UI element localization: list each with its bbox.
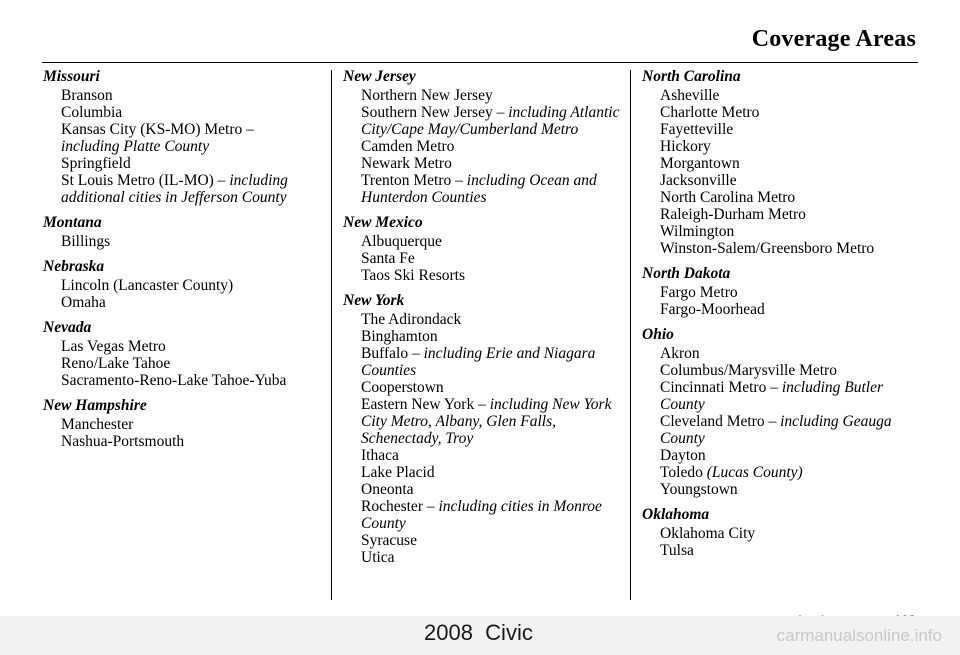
area-name: Fargo-Moorhead (660, 301, 765, 318)
coverage-entry (43, 277, 325, 294)
area-qualifier: including Atlantic City/Cape May/Cumberland Metro (361, 104, 620, 138)
coverage-entry (43, 294, 325, 311)
coverage-column-1 (43, 68, 325, 450)
coverage-entry (642, 223, 927, 240)
area-name: Utica (361, 549, 395, 566)
coverage-entry (642, 172, 927, 189)
area-name: Branson (61, 87, 113, 104)
area-name: Syracuse (361, 532, 417, 549)
state-heading: North Carolina (642, 68, 741, 85)
state-heading: New Hampshire (43, 397, 147, 414)
coverage-entry (642, 189, 927, 206)
area-name: Fayetteville (660, 121, 734, 138)
coverage-entry (343, 464, 625, 481)
coverage-entry (43, 338, 325, 355)
coverage-entry (642, 284, 927, 301)
area-name: Las Vegas Metro (61, 338, 166, 355)
area-name: Asheville (660, 87, 720, 104)
area-name: Rochester – (361, 498, 435, 515)
area-name: Camden Metro (361, 138, 455, 155)
area-name: Trenton Metro – (361, 172, 463, 189)
page-title: Coverage Areas (751, 26, 916, 52)
area-name: Hickory (660, 138, 711, 155)
state-group (642, 68, 927, 257)
state-heading: Oklahoma (642, 506, 710, 523)
state-heading: Missouri (43, 68, 100, 85)
coverage-entry (642, 104, 927, 121)
area-name: Toledo (660, 464, 703, 481)
coverage-entry (43, 155, 325, 172)
area-name: Columbus/Marysville Metro (660, 362, 837, 379)
area-name: Southern New Jersey – (361, 104, 505, 121)
area-name: Cooperstown (361, 379, 444, 396)
state-group (43, 258, 325, 311)
state-group (642, 326, 927, 498)
area-qualifier: including additional cities in Jefferson County (61, 172, 288, 206)
watermark-model: 2008 Civic (424, 620, 533, 645)
coverage-entry (642, 138, 927, 155)
coverage-entry (343, 396, 625, 447)
area-name: Raleigh-Durham Metro (660, 206, 806, 223)
coverage-column-3 (642, 68, 927, 559)
column-divider (630, 70, 631, 600)
state-heading: New Mexico (343, 214, 423, 231)
area-name: Lincoln (Lancaster County) (61, 277, 234, 294)
area-name: Fargo Metro (660, 284, 738, 301)
coverage-entry (642, 464, 927, 481)
coverage-entry (343, 447, 625, 464)
coverage-entry (642, 301, 927, 318)
coverage-entry (43, 172, 325, 206)
coverage-entry (343, 172, 625, 206)
area-qualifier: including New York City Metro, Albany, Glen Falls, Schenectady, Troy (361, 396, 612, 447)
coverage-entry (43, 416, 325, 433)
area-qualifier: including Geauga County (660, 413, 892, 447)
area-name: Santa Fe (361, 250, 415, 267)
state-group (43, 319, 325, 389)
area-name: Springfield (61, 155, 131, 172)
coverage-entry (343, 138, 625, 155)
area-name: Eastern New York – (361, 396, 486, 413)
column-divider (331, 70, 332, 600)
area-name: Ithaca (361, 447, 399, 464)
coverage-entry (343, 498, 625, 532)
area-qualifier: including Ocean and Hunterdon Counties (361, 172, 597, 206)
coverage-entry (343, 379, 625, 396)
coverage-entry (43, 233, 325, 250)
coverage-entry (343, 267, 625, 284)
area-name: The Adirondack (361, 311, 462, 328)
coverage-entry (642, 447, 927, 464)
area-name: Jacksonville (660, 172, 737, 189)
coverage-entry (642, 345, 927, 362)
header-rule (42, 62, 918, 63)
state-heading: New York (343, 292, 405, 309)
state-group (43, 68, 325, 206)
coverage-entry (43, 355, 325, 372)
coverage-entry (642, 481, 927, 498)
coverage-entry (343, 345, 625, 379)
area-qualifier: including Erie and Niagara Counties (361, 345, 596, 379)
coverage-column-2 (343, 68, 625, 566)
coverage-entry (642, 87, 927, 104)
area-name: Wilmington (660, 223, 735, 240)
state-heading: Ohio (642, 326, 674, 343)
area-name: Newark Metro (361, 155, 452, 172)
coverage-entry (343, 155, 625, 172)
area-name: Youngstown (660, 481, 738, 498)
area-name: Oneonta (361, 481, 414, 498)
area-name: Sacramento-Reno-Lake Tahoe-Yuba (61, 372, 287, 389)
coverage-entry (43, 372, 325, 389)
area-name: St Louis Metro (IL-MO) – (61, 172, 226, 189)
coverage-entry (343, 87, 625, 104)
area-name: Morgantown (660, 155, 740, 172)
coverage-entry (343, 532, 625, 549)
coverage-entry (343, 328, 625, 345)
area-qualifier: including Butler County (660, 379, 883, 413)
area-name: Cincinnati Metro – (660, 379, 778, 396)
area-name: Binghamton (361, 328, 438, 345)
state-group (343, 68, 625, 206)
area-name: Oklahoma City (660, 525, 756, 542)
state-heading: Nevada (43, 319, 92, 336)
area-name: Buffalo – (361, 345, 420, 362)
state-group (43, 214, 325, 250)
area-name: Taos Ski Resorts (361, 267, 465, 284)
area-name: Billings (61, 233, 111, 250)
watermark-site: carmanualsonline.info (776, 626, 942, 645)
state-group (642, 506, 927, 559)
area-name: Northern New Jersey (361, 87, 493, 104)
state-group (642, 265, 927, 318)
coverage-entry (43, 121, 325, 155)
coverage-entry (642, 155, 927, 172)
state-group (43, 397, 325, 450)
area-name: Tulsa (660, 542, 694, 559)
area-name: Omaha (61, 294, 106, 311)
coverage-entry (642, 379, 927, 413)
area-qualifier: including Platte County (61, 138, 210, 155)
area-qualifier: (Lucas County) (706, 464, 803, 481)
coverage-entry (343, 549, 625, 566)
state-heading: Nebraska (43, 258, 105, 275)
area-name: Akron (660, 345, 700, 362)
area-name: Winston-Salem/Greensboro Metro (660, 240, 875, 257)
state-group (343, 292, 625, 566)
state-group (343, 214, 625, 284)
coverage-entry (642, 525, 927, 542)
coverage-entry (343, 104, 625, 138)
coverage-entry (343, 250, 625, 267)
coverage-entry (343, 481, 625, 498)
coverage-entry (642, 121, 927, 138)
area-name: Lake Placid (361, 464, 435, 481)
area-name: Nashua-Portsmouth (61, 433, 185, 450)
coverage-entry (343, 311, 625, 328)
coverage-entry (642, 542, 927, 559)
coverage-entry (642, 240, 927, 257)
area-name: North Carolina Metro (660, 189, 796, 206)
coverage-entry (43, 87, 325, 104)
area-name: Reno/Lake Tahoe (61, 355, 171, 372)
area-name: Albuquerque (361, 233, 442, 250)
state-heading: North Dakota (642, 265, 731, 282)
area-name: Manchester (61, 416, 134, 433)
area-name: Charlotte Metro (660, 104, 760, 121)
coverage-entry (642, 413, 927, 447)
state-heading: New Jersey (343, 68, 416, 85)
coverage-entry (43, 433, 325, 450)
area-name: Kansas City (KS-MO) Metro – (61, 121, 254, 138)
state-heading: Montana (43, 214, 102, 231)
coverage-entry (642, 362, 927, 379)
coverage-entry (642, 206, 927, 223)
area-qualifier: including cities in Monroe County (361, 498, 602, 532)
area-name: Dayton (660, 447, 706, 464)
coverage-entry (43, 104, 325, 121)
area-name: Columbia (61, 104, 123, 121)
coverage-entry (343, 233, 625, 250)
area-name: Cleveland Metro – (660, 413, 777, 430)
